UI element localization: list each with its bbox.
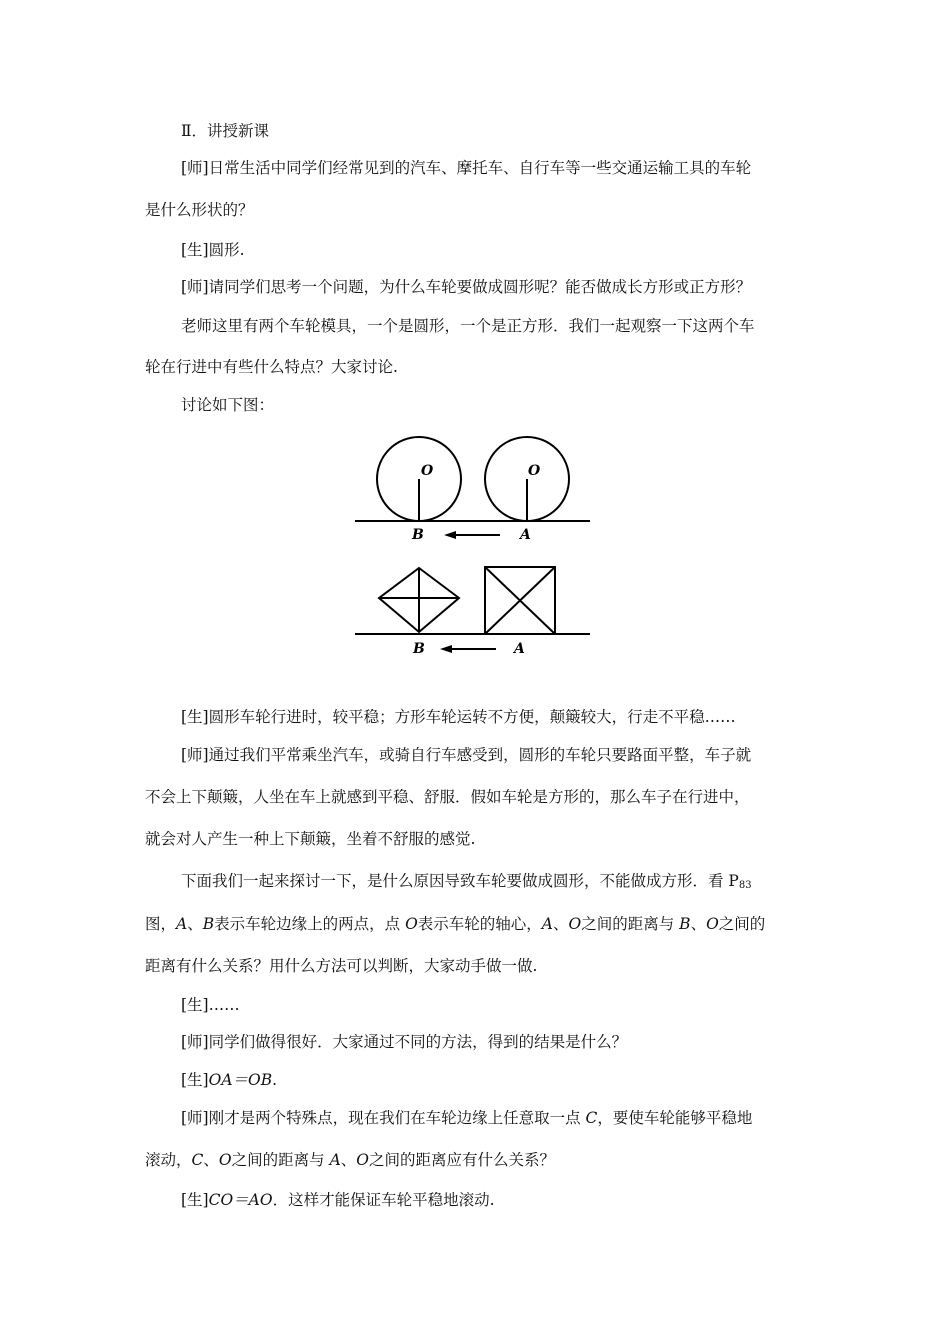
point-c: C — [585, 1109, 598, 1127]
p13-text: ．这样才能保证车轮平稳地滚动. — [272, 1191, 495, 1209]
speaker-tag: [生] — [181, 1191, 209, 1209]
paragraph-6: [生]圆形车轮行进时，较平稳；方形车轮运转不方便，颠簸较大，行走不平稳…… — [181, 708, 736, 726]
point-c: C — [191, 1151, 204, 1169]
arrow-head-bottom — [440, 645, 452, 653]
p12-text: 之间的距离与 — [231, 1151, 330, 1169]
point-o: O — [356, 1151, 369, 1169]
p12-text: ，要使车轮能够平稳地 — [597, 1109, 753, 1127]
paragraph-7-line-1: [师]通过我们平常乘坐汽车，或骑自行车感受到，圆形的车轮只要路面平整，车子就 — [181, 746, 752, 764]
p8-text: 图， — [145, 915, 177, 933]
section-heading: Ⅱ．讲授新课 — [181, 122, 270, 140]
p12-text: 滚动， — [145, 1151, 192, 1169]
label-o-right: O — [528, 463, 541, 479]
point-o: O — [218, 1151, 232, 1169]
p8-text: 表示车轮的轴心， — [417, 915, 542, 933]
point-o: O — [706, 915, 719, 933]
wheel-figure — [340, 430, 600, 670]
p8-text: 、 — [553, 915, 569, 933]
paragraph-1-line-2: 是什么形状的？ — [145, 201, 254, 219]
paragraph-8-line-2 — [145, 914, 765, 934]
p12-text: 之间的距离应有什么关系？ — [369, 1151, 556, 1169]
paragraph-3: [师]请同学们思考一个问题，为什么车轮要做成圆形呢？能否做成长方形或正方形？ — [181, 278, 752, 296]
p12-text: 、 — [340, 1151, 357, 1169]
point-a: A — [176, 915, 188, 933]
label-b-bottom: B — [413, 641, 425, 657]
paragraph-4-line-2: 轮在行进中有些什么特点？大家讨论. — [145, 358, 398, 376]
paragraph-12-line-2 — [145, 1150, 555, 1170]
equation: OA＝OB — [208, 1071, 273, 1089]
p8-text: 表示车轮边缘上的两点，点 — [214, 915, 406, 933]
equation: CO＝AO — [208, 1191, 273, 1209]
paragraph-13 — [181, 1190, 495, 1210]
p8-text: 、 — [690, 915, 707, 933]
paragraph-9: [生]…… — [181, 996, 240, 1014]
page-reference-subscript: 83 — [738, 880, 752, 891]
p8-text: 、 — [187, 915, 203, 933]
paragraph-10: [师]同学们做得很好．大家通过不同的方法，得到的结果是什么？ — [181, 1033, 628, 1051]
paragraph-4-line-1: 老师这里有两个车轮模具，一个是圆形，一个是正方形．我们一起观察一下这两个车 — [181, 317, 755, 335]
label-a-bottom: A — [514, 641, 525, 657]
point-a: A — [329, 1151, 341, 1169]
paragraph-1-line-1: [师]日常生活中同学们经常见到的汽车、摩托车、自行车等一些交通运输工具的车轮 — [181, 159, 752, 177]
p8-text: 之间的 — [718, 915, 766, 933]
paragraph-2: [生]圆形. — [181, 241, 245, 259]
point-a: A — [541, 915, 553, 933]
paragraph-12-line-1 — [181, 1108, 752, 1128]
p11-text: . — [272, 1071, 278, 1089]
label-a-top: A — [520, 527, 531, 543]
point-b: B — [202, 915, 215, 933]
point-o: O — [405, 915, 418, 933]
paragraph-8-line-3: 距离有什么关系？用什么方法可以判断，大家动手做一做. — [145, 957, 538, 975]
p12-text: 、 — [203, 1151, 219, 1169]
paragraph-8-line-1 — [181, 871, 752, 896]
label-o-left: O — [421, 463, 434, 479]
paragraph-7-line-3: 就会对人产生一种上下颠簸，坐着不舒服的感觉. — [145, 830, 476, 848]
p12-text: [师]刚才是两个特殊点，现在我们在车轮边缘上任意取一点 — [181, 1109, 586, 1127]
point-o: O — [568, 915, 582, 933]
point-b: B — [679, 915, 691, 933]
p8-text: 之间的距离与 — [581, 915, 680, 933]
speaker-tag: [生] — [181, 1071, 209, 1089]
paragraph-7-line-2: 不会上下颠簸，人坐在车上就感到平稳、舒服．假如车轮是方形的，那么车子在行进中， — [145, 788, 750, 806]
arrow-head-top — [444, 531, 456, 539]
paragraph-11 — [181, 1070, 277, 1090]
label-b-top: B — [412, 527, 424, 543]
p8-text: 下面我们一起来探讨一下，是什么原因导致车轮要做成圆形，不能做成方形．看 P — [181, 872, 739, 890]
paragraph-5: 讨论如下图： — [181, 396, 275, 414]
